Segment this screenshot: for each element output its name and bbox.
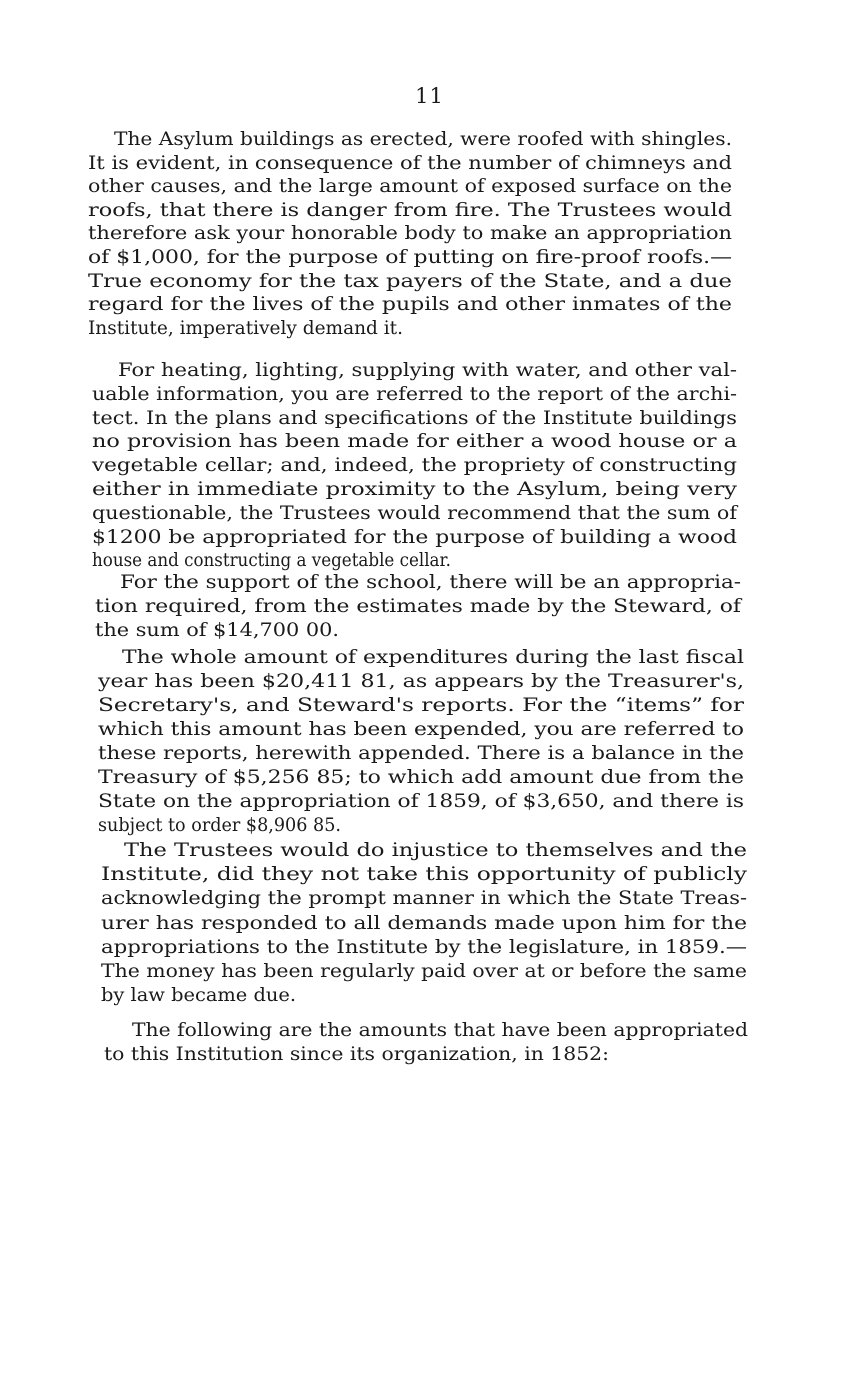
text-line: Institute, imperatively demand it. [88,316,403,339]
text-line: appropriations to the Institute by the legislature, in 1859.— [101,935,748,958]
text-line: The whole amount of expenditures during the last fiscal [122,646,744,668]
text-line: Treasury of $5,256 85; to which add amount due from the [98,766,745,788]
text-line: acknowledging the prompt manner in which the State Treas- [101,887,747,910]
text-line: The following are the amounts that have been appropriated [132,1019,749,1041]
text-line: The money has been regularly paid over at or before the same [101,960,747,982]
text-line: no provision has been made for either a wood house or a [92,430,738,453]
text-line: subject to order $8,906 85. [98,814,342,836]
text-line: questionable, the Trustees would recommend that the sum of [92,501,737,524]
text-line: vegetable cellar; and, indeed, the propriety of constructing [92,454,737,477]
text-line: The Asylum buildings as erected, were roofed with shingles. [114,128,732,150]
text-line: For the support of the school, there will be an appropria- [120,571,742,593]
text-line: urer has responded to all demands made upon him for the [101,911,747,934]
text-line: It is evident, in consequence of the number of chimneys and [88,151,732,174]
text-line: the sum of $14,700 00. [95,618,340,641]
text-line: tect. In the plans and specifications of the Institute buildings [92,406,737,429]
text-line: State on the appropriation of 1859, of $3,650, and there is [98,790,744,812]
text-line: to this Institution since its organization, in 1852: [104,1043,610,1065]
text-line: these reports, herewith appended. There is a balance in the [98,742,744,764]
text-line: uable information, you are referred to the report of the archi- [92,382,738,405]
text-line: Secretary's, and Steward's reports. For the “items” for [98,694,745,716]
text-line: year has been $20,411 81, as appears by the Treasurer's, [98,670,745,692]
text-line: other causes, and the large amount of exposed surface on the [88,175,732,198]
text-line: roofs, that there is danger from fire. The Trustees would [88,198,732,221]
text-line: True economy for the tax payers of the State, and a due [88,269,732,292]
text-line: by law became due. [101,984,297,1007]
text-line: therefore ask your honorable body to make an appropriation [88,222,732,245]
text-line: either in immediate proximity to the Asylum, being very [92,478,738,500]
page-number: 11 [415,84,444,108]
text-line: of $1,000, for the purpose of putting on fire-proof roofs.— [88,246,733,268]
text-line: house and constructing a vegetable cellar. [92,549,451,572]
text-line: $1200 be appropriated for the purpose of building a wood [92,525,738,548]
text-line: regard for the lives of the pupils and other inmates of the [88,293,732,316]
text-line: Institute, did they not take this opportunity of publicly [101,863,748,886]
text-line: tion required, from the estimates made by the Steward, of [95,594,741,617]
text-line: which this amount has been expended, you are referred to [98,718,745,740]
text-line: The Trustees would do injustice to themselves and the [124,839,747,861]
text-line: For heating, lighting, supplying with water, and other val- [118,359,737,381]
